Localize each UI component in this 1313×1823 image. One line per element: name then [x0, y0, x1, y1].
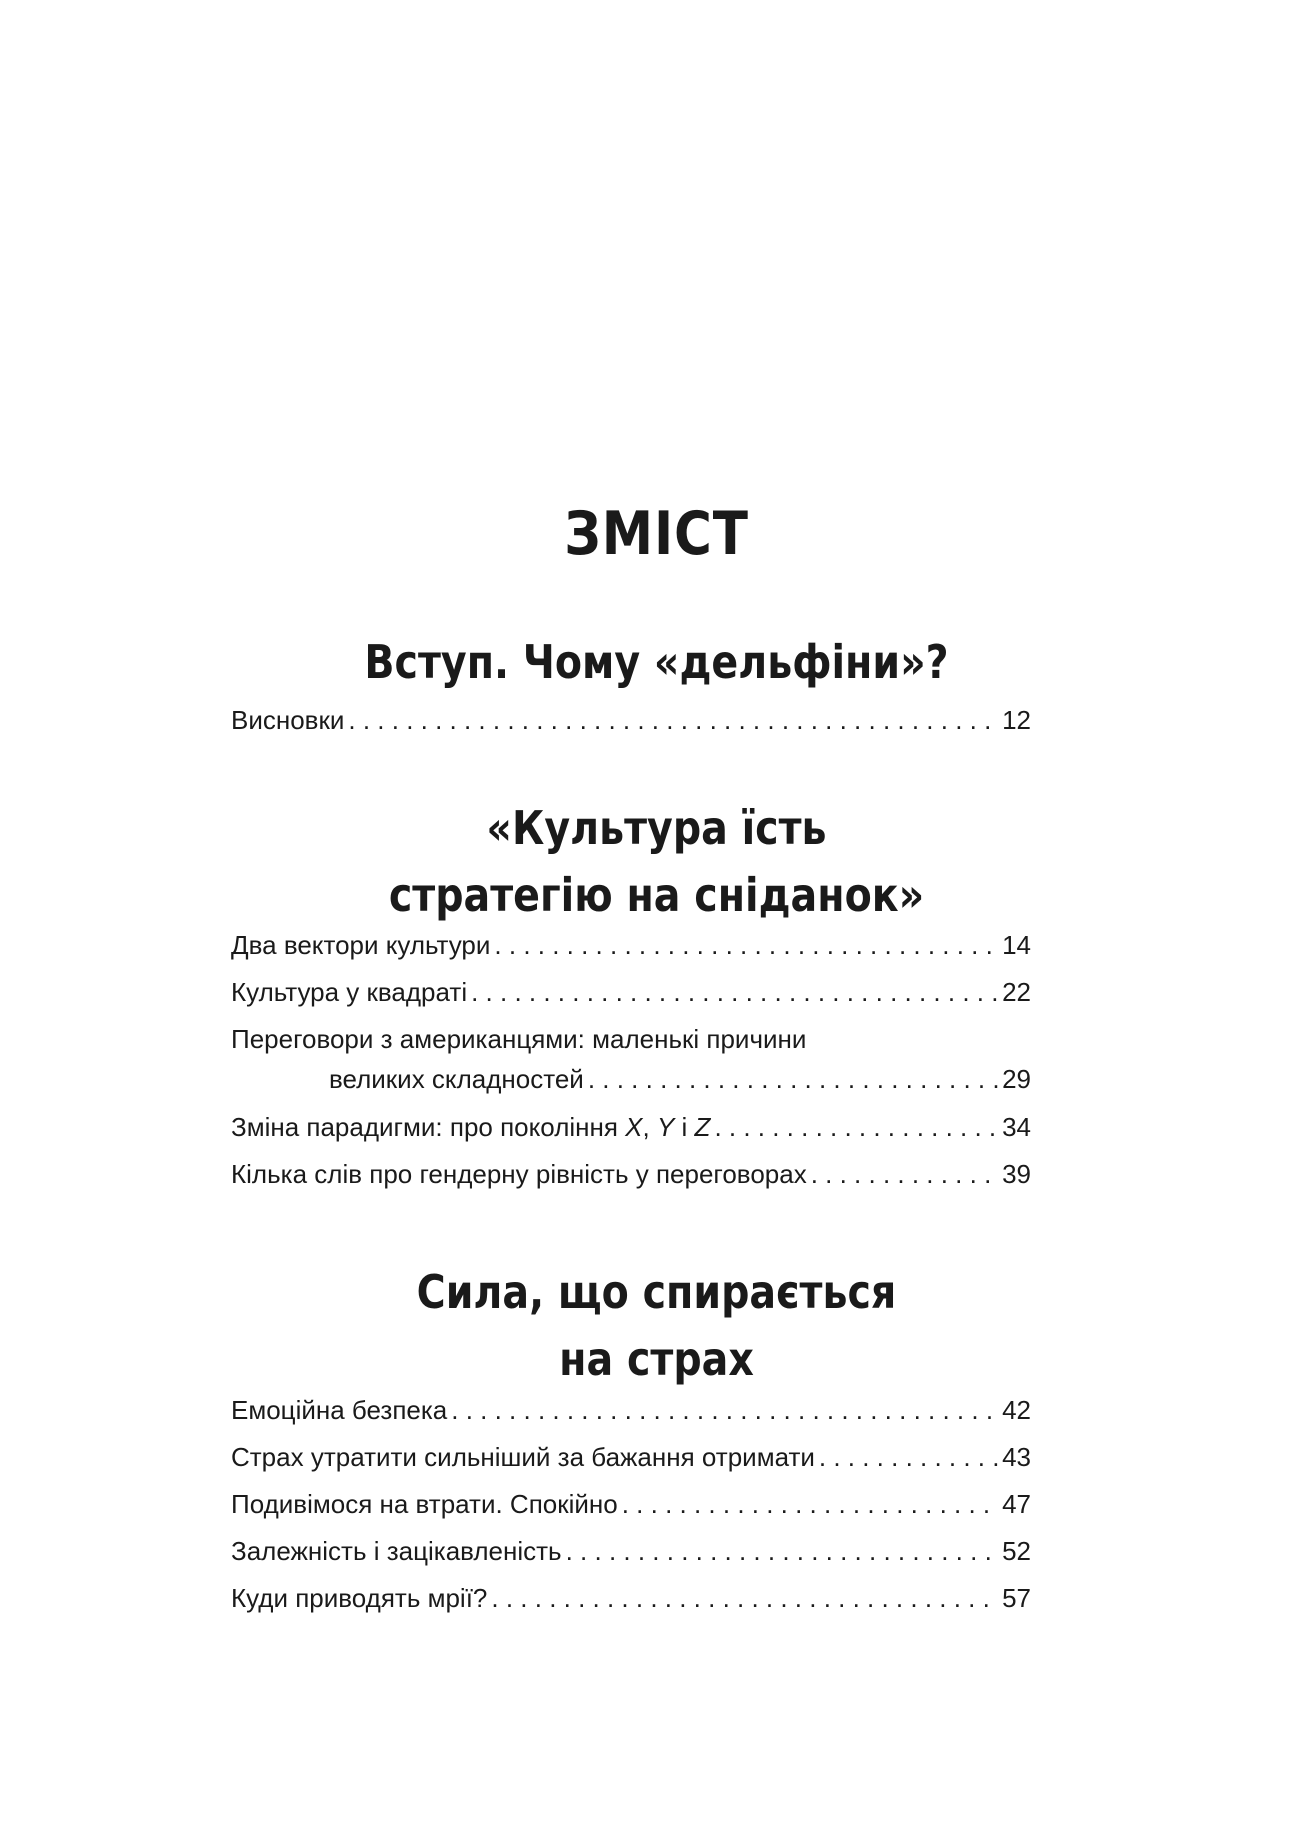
generation-z: Z	[694, 1112, 711, 1142]
toc-entry-title: Культура у квадраті	[231, 977, 468, 1007]
toc-page-number: 12	[1002, 705, 1031, 735]
toc-page-number: 29	[1002, 1064, 1031, 1094]
page-title: ЗМІСТ	[564, 499, 749, 570]
dot-leader	[811, 1154, 998, 1194]
toc-page-number: 52	[1002, 1536, 1031, 1566]
toc-list-intro	[231, 700, 1031, 747]
toc-list-fear	[231, 1390, 1031, 1625]
toc-page-number: 42	[1002, 1395, 1031, 1425]
dot-leader	[494, 925, 998, 965]
section-heading-culture	[92, 795, 1221, 929]
toc-entry-title-line1: Переговори з американцями: маленькі причини	[231, 1024, 807, 1054]
toc-entry[interactable]	[231, 1578, 1031, 1625]
toc-entry[interactable]	[231, 1531, 1031, 1578]
dot-leader	[348, 700, 998, 740]
toc-entry-title: Висновки	[231, 705, 345, 735]
dot-leader	[471, 972, 998, 1012]
toc-entry-title: Кілька слів про гендерну рівність у переговорах	[231, 1159, 807, 1189]
dot-leader	[819, 1437, 998, 1477]
section-heading-intro	[92, 629, 1221, 696]
dot-leader	[588, 1059, 998, 1099]
toc-entry-title: Куди приводять мрії?	[231, 1583, 488, 1613]
toc-page-number: 57	[1002, 1583, 1031, 1613]
toc-entry-title: Страх утратити сильніший за бажання отримати	[231, 1442, 815, 1472]
toc-page-number: 22	[1002, 977, 1031, 1007]
dot-leader	[491, 1578, 998, 1618]
toc-entry-title: Два вектори культури	[231, 930, 491, 960]
separator: ,	[642, 1112, 657, 1142]
toc-entry[interactable]	[231, 1154, 1031, 1201]
section-heading-line: стратегію на сніданок»	[388, 868, 925, 922]
dot-leader	[451, 1390, 998, 1430]
dot-leader	[622, 1484, 998, 1524]
toc-entry[interactable]	[231, 1107, 1031, 1154]
toc-page-number: 34	[1002, 1112, 1031, 1142]
section-heading-fear	[92, 1259, 1221, 1393]
generation-y: Y	[656, 1112, 675, 1142]
toc-entry[interactable]	[231, 1390, 1031, 1437]
toc-page-number: 47	[1002, 1489, 1031, 1519]
toc-page-number: 43	[1002, 1442, 1031, 1472]
toc-entry[interactable]	[231, 1019, 1031, 1107]
toc-entry-title-line2: великих складностей	[329, 1064, 584, 1094]
section-heading-line: Сила, що спирається	[416, 1265, 897, 1319]
toc-entry[interactable]	[231, 1437, 1031, 1484]
toc-entry-line2	[231, 1059, 1031, 1099]
dot-leader	[566, 1531, 998, 1571]
separator: і	[674, 1112, 695, 1142]
section-heading-line: на страх	[559, 1332, 754, 1386]
toc-page-number: 39	[1002, 1159, 1031, 1189]
toc-list-culture	[231, 925, 1031, 1201]
toc-entry-title: Подивімося на втрати. Спокійно	[231, 1489, 618, 1519]
toc-entry-title: Емоційна безпека	[231, 1395, 448, 1425]
toc-entry[interactable]	[231, 1484, 1031, 1531]
section-heading-line: «Культура їсть	[486, 801, 827, 855]
section-heading-line: Вступ. Чому «дельфіни»?	[364, 635, 949, 689]
generation-x: X	[625, 1112, 643, 1142]
title-prefix: Зміна парадигми: про покоління	[231, 1112, 626, 1142]
toc-entry-title: Залежність і зацікавленість	[231, 1536, 562, 1566]
toc-entry[interactable]	[231, 700, 1031, 747]
toc-entry[interactable]	[231, 925, 1031, 972]
toc-entry-title	[231, 1107, 710, 1147]
toc-entry[interactable]	[231, 972, 1031, 1019]
toc-page-number: 14	[1002, 930, 1031, 960]
dot-leader	[714, 1107, 998, 1147]
